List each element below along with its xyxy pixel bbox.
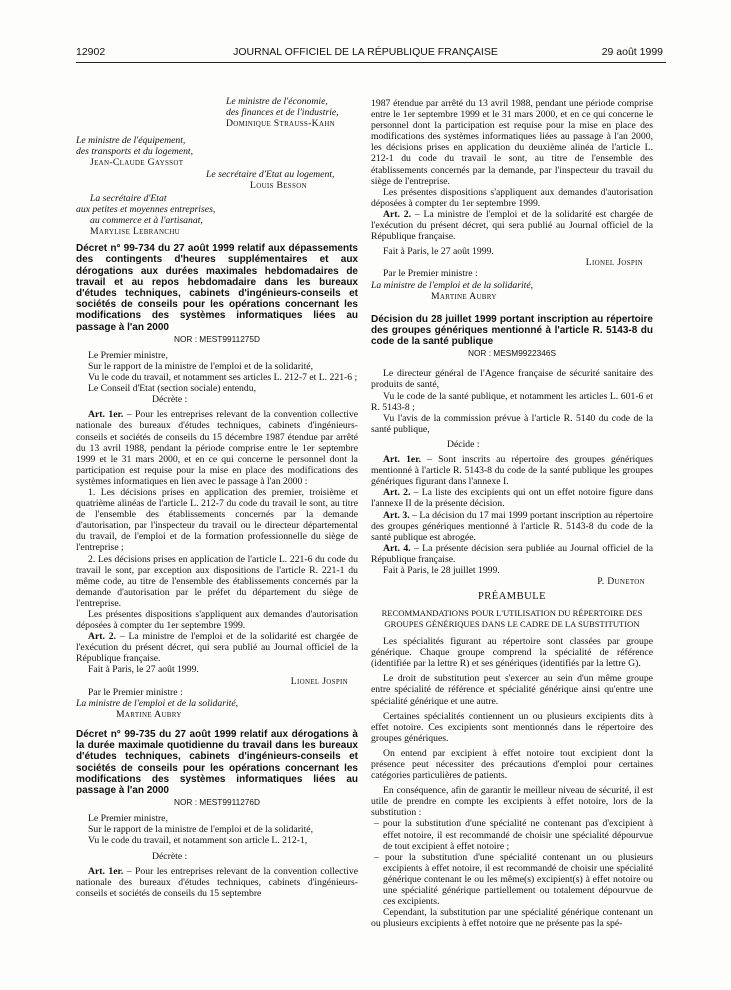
right-column: 1987 étendue par arrêté du 13 avril 1988, pendant une période comprise entre le 1er septembre 1999 et le 31 mars 2000, et en ce qui concerne le personnel dont la participation est requise pour la mise en place des modifications des systèmes informatiques liées au passage à l'an 2000, les décisions prises en application du deuxième alinéa de l'article L. 212-1 du code du travail le sont, au titre de l'ensemble des établissements concernés par la demande, par l'inspecteur du travail du siège de l'entreprise. Les présentes dispositions s'appliquent aux demandes d'autorisation déposées à compter du 1er septembre 1999. Art. 2. – La ministre de l'emploi et de la solidarité est chargée de l'exécution du présent décret, qui sera publié au Journal officiel de la République française. Fait à Paris, le 27 août 1999. Lionel Jospin Par le Premier ministre : La ministre de l'emploi et de la solidarité, Martine Aubry Décision du 28 juillet 1999 portant inscription au répertoire des groupes génériques mentionné à l'article R. 5143-8 du code de la santé publique NOR : MESM9922346S Le directeur général de l'Agence française de sécurité sanitaire des produits de santé, Vu le code de la santé publique, et notamment les articles L. 601-6 et R. 5143-8 ; Vu l'avis de la commission prévue à l'article R. 5140 du code de la santé publique, Décide : Art. 1er. – Sont inscrits au répertoire des groupes génériques mentionné à l'article R. 5143-8 du code de la santé publique les groupes génériques figurant dans l'annexe I. Art. 2. – La liste des excipients qui ont un effet notoire figure dans l'annexe II de la présente décision. Art. 3. – La décision du 17 mai 1999 portant inscription au répertoire des groupes génériques mentionné à l'article R. 5143-8 du code de la santé publique est abrogée. Art. 4. – La présente décision sera publiée au Journal officiel de la République française. Fait à Paris, le 28 juillet 1999. P. Duneton PRÉAMBULE RECOMMANDATIONS POUR L'UTILISATION DU RÉPERTOIRE DES GROUPES GÉNÉRIQUES DANS LE CADRE DE LA SUBSTITUTION Les spécialités figurant au répertoire sont classées par groupe générique. Chaque groupe comprend la spécialité de référence (identifiée par la lettre R) et ses génériques (identifiés par la lettre G). Le droit de substitution peut s'exercer au sein d'un même groupe entre spécialité de référence et spécialité générique ainsi qu'entre une spécialité générique et une autre. Certaines spécialités contiennent un ou plusieurs excipients dits à effet notoire. Ces excipients sont mentionnés dans le répertoire des groupes génériques. On entend par excipient à effet notoire tout excipient dont la présence peut nécessiter des précautions d'emploi pour certaines catégories particulières de patients. En conséquence, afin de garantir le meilleur niveau de sécurité, il est utile de prendre en compte les excipients à effet notoire, lors de la substitution : – pour la substitution d'une spécialité ne contenant pas d'excipient à effet notoire, il est recommandé de choisir une spécialité dépourvue de tout excipient à effet notoire ; – pour la substitution d'une spécialité contenant un ou plusieurs excipients à effet notoire, il est recommandé de choisir une spécialité générique contenant le ou les même(s) excipient(s) à effet notoire ou une spécialité générique partiellement ou totalement dépourvue de ces excipients. Cependant, la substitution par une spécialité générique contenant un ou plusieurs excipients à effet notoire que ne présente pas la spé- — [371, 98, 653, 930]
left-column: Le ministre de l'économie, des finances et de l'industrie, Dominique Strauss-Kahn Le ministre de l'équipement, des transports et du logement, Jean-Claude Gayssot Le secrétaire d'Etat au logement, Louis Besson La secrétaire d'Etat aux petites et moyennes entreprises, au commerce et à l'artisanat, Marylise Lebranchu Décret n° 99-734 du 27 août 1999 relatif aux dépassements des contingents d'heures supplémentaires et aux dérogations aux durées maximales hebdomadaires de travail et au repos hebdomadaire dans les bureaux d'études techniques, cabinets d'ingénieurs-conseils et sociétés de conseils pour les opérations concernant les modifications des systèmes informatiques liées au passage à l'an 2000 NOR : MESТ9911275D Le Premier ministre, Sur le rapport de la ministre de l'emploi et de la solidarité, Vu le code du travail, et notamment ses articles L. 212-7 et L. 221-6 ; Le Conseil d'Etat (section sociale) entendu, Décrète : Art. 1er. – Pour les entreprises relevant de la convention collective nationale des bureaux d'études techniques, cabinets d'ingénieurs-conseils et sociétés de conseils du 15 décembre 1987 étendue par arrêté du 13 avril 1988, pendant la période comprise entre le 1er septembre 1999 et le 31 mars 2000, et en ce qui concerne le personnel dont la participation est requise pour la mise en place des modifications des systèmes informatiques en lien avec le passage à l'an 2000 : 1. Les décisions prises en application des premier, troisième et quatrième alinéas de l'article L. 212-7 du code du travail le sont, au titre de l'ensemble des établissements concernés par la demande d'autorisation, par l'inspecteur du travail ou le directeur départemental du travail, de l'emploi et de la formation professionnelle du siège de l'entreprise ; 2. Les décisions prises en application de l'article L. 221-6 du code du travail le sont, par exception aux dispositions de l'article R. 221-1 du même code, au titre de l'ensemble des établissements concernés par la demande d'autorisation par le préfet du département du siège de l'entreprise. Les présentes dispositions s'appliquent aux demandes d'autorisation déposées à compter du 1er septembre 1999. Art. 2. – La ministre de l'emploi et de la solidarité est chargée de l'exécution du présent décret, qui sera publié au Journal officiel de la République française. Fait à Paris, le 27 août 1999. Lionel Jospin Par le Premier ministre : La ministre de l'emploi et de la solidarité, Martine Aubry Décret n° 99-735 du 27 août 1999 relatif aux dérogations à la durée maximale quotidienne du travail dans les bureaux d'études techniques, cabinets d'ingénieurs-conseils et sociétés de conseils pour les opérations concernant les modifications des systèmes informatiques liées au passage à l'an 2000 NOR : MESТ9911276D Le Premier ministre, Sur le rapport de la ministre de l'emploi et de la solidarité, Vu le code du travail, et notamment son article L. 212-1, Décrète : Art. 1er. – Pour les entreprises relevant de la convention collective nationale des bureaux d'études techniques, cabinets d'ingénieurs-conseils et sociétés de conseils du 15 septembre — [76, 96, 358, 899]
journal-title: JOURNAL OFFICIEL DE LA RÉPUBLIQUE FRANÇAISE — [233, 46, 498, 58]
decision-article-2: Art. 2. – La liste des excipients qui ont un effet notoire figure dans l'annexe II de la présente décision. — [371, 487, 653, 510]
decision-article-3: Art. 3. – La décision du 17 mai 1999 portant inscription au répertoire des groupes génériques mentionné à l'article R. 5143-8 du code de la santé publique est abrogée. — [371, 509, 653, 543]
decision-title: Décision du 28 juillet 1999 portant inscription au répertoire des groupes génériques mentionné à l'article R. 5143-8 du code de la santé publique — [371, 313, 653, 348]
signatory-equipment: Le ministre de l'équipement, des transports et du logement, Jean-Claude Gayssot — [76, 135, 194, 169]
signature-jospin: Lionel Jospin — [290, 675, 348, 687]
decree-734-article-1: Art. 1er. – Pour les entreprises relevant de la convention collective nationale des bureaux d'études techniques, cabinets d'ingénieurs-conseils et sociétés de conseils du 15 décembre 1987 étendue par arrêté du 13 avril 1988, pendant la période comprise entre le 1er septembre 1999 et le 31 mars 2000, et en ce qui concerne le personnel dont la participation est requise pour la mise en place des modifications des systèmes informatiques en lien avec le passage à l'an 2000 : — [76, 409, 358, 487]
decree-734-title: Décret n° 99-734 du 27 août 1999 relatif aux dépassements des contingents d'heures supplémentaires et aux dérogations aux durées maximales hebdomadaires de travail et au repos hebdomadaire dans les bureaux d'études techniques, cabinets d'ingénieurs-conseils et sociétés de conseils pour les opérations concernant les modifications des systèmes informatiques liées au passage à l'an 2000 — [76, 243, 358, 333]
decree-735-decrete: Décrète : — [152, 850, 188, 862]
recommendations-title: RECOMMANDATIONS POUR L'UTILISATION DU RÉPERTOIRE DES GROUPES GÉNÉRIQUES DANS LE CADRE DE LA SUBSTITUTION — [381, 608, 643, 629]
decree-735-nor: NOR : MESТ9911276D — [173, 797, 261, 808]
page-header — [0, 46, 731, 62]
preambule-heading: PRÉAMBULE — [477, 591, 547, 603]
list-item: – pour la substitution d'une spécialité contenant un ou plusieurs excipients à effet notoire, il est recommandé de choisir une spécialité générique contenant le ou les même(s) excipient(s) à effet notoire ou une spécialité générique partiellement ou totalement dépourvue de ces excipients. — [374, 851, 653, 908]
decree-734-decrete: Décrète : — [152, 394, 188, 406]
issue-date: 29 août 1999 — [601, 46, 663, 58]
decree-735-article-1: Art. 1er. – Pour les entreprises relevant de la convention collective nationale des bureaux d'études techniques, cabinets d'ingénieurs-conseils et sociétés de conseils du 15 septembre — [76, 865, 358, 899]
decision-nor: NOR : MESM9922346S — [467, 348, 557, 359]
signatory-sme: La secrétaire d'Etat aux petites et moyennes entreprises, au commerce et à l'artisanat, Marylise Lebranchu — [76, 192, 216, 238]
decree-735-title: Décret n° 99-735 du 27 août 1999 relatif aux dérogations à la durée maximale quotidienne du travail dans les bureaux d'études techniques, cabinets d'ingénieurs-conseils et sociétés de conseils pour les opérations concernant les modifications des systèmes informatiques liées au passage à l'an 2000 — [76, 728, 358, 796]
decision-decide: Décide : — [447, 438, 480, 450]
signature-duneton: P. Duneton — [597, 576, 645, 588]
decree-734-article-2: Art. 2. – La ministre de l'emploi et de la solidarité est chargée de l'exécution du présent décret, qui sera publié au Journal officiel de la République française. — [76, 631, 358, 665]
signatory-housing: Le secrétaire d'Etat au logement, Louis Besson — [206, 168, 335, 191]
list-item: – pour la substitution d'une spécialité ne contenant pas d'excipient à effet notoire, il est recommandé de choisir une spécialité dépourvue de tout excipient à effet notoire ; — [374, 818, 653, 852]
decision-article-4: Art. 4. – La présente décision sera publiée au Journal officiel de la République française. — [371, 542, 653, 565]
signature-jospin-2: Lionel Jospin — [585, 257, 643, 269]
signatory-economy: Le ministre de l'économie, des finances et de l'industrie, Dominique Strauss-Kahn — [226, 96, 339, 130]
decree-735-article-2: Art. 2. – La ministre de l'emploi et de la solidarité est chargée de l'exécution du présent décret, qui sera publié au Journal officiel de la République française. — [371, 208, 653, 243]
decision-article-1: Art. 1er. – Sont inscrits au répertoire des groupes génériques mentionné à l'article R. 5143-8 du code de la santé publique les groupes génériques figurant dans l'annexe I. — [371, 454, 653, 488]
decree-734-nor: NOR : MESТ9911275D — [173, 333, 261, 344]
header-rule — [76, 62, 666, 63]
page-number: 12902 — [76, 46, 106, 58]
